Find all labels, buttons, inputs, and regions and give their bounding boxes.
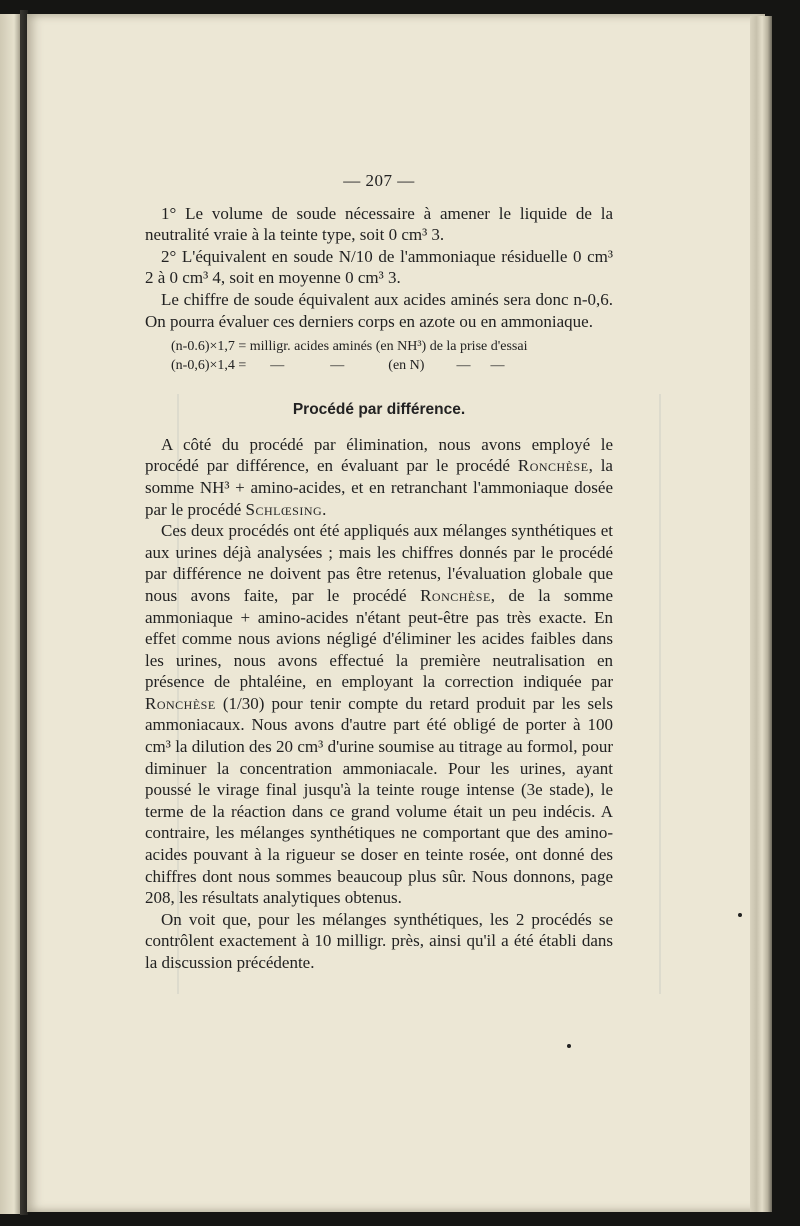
formula-line-2-unit: (en N)	[388, 358, 425, 374]
paragraph-3: Le chiffre de soude équivalent aux acides aminés sera donc n-0,6. On pourra évaluer ces derniers corps en azote ou en ammoniaque.	[145, 289, 613, 331]
formula-line-2-dash-4: —	[490, 358, 505, 374]
paragraph-1: 1° Le volume de soude nécessaire à amener le liquide de la neutralité vraie à la teinte type, soit 0 cm³ 3.	[145, 203, 613, 245]
section-heading: Procédé par différence.	[292, 401, 466, 419]
author-schloesing: Schlœsing	[245, 499, 323, 519]
formula-line-1-text: (n-0.6)×1,7 = milligr. acides aminés (en NH³) de la prise d'essai	[171, 339, 528, 355]
author-ronchese: Ronchèse	[517, 456, 589, 476]
formula-line-2-dash-2: —	[330, 358, 345, 374]
formula-line-2-left: (n-0,6)×1,4 =	[171, 358, 247, 374]
formula-block	[171, 337, 613, 375]
paragraph-5-part-3: (1/30) pour tenir compte du retard produit par les sels ammoniacaux. Nous avons d'autre part été obligé de porter à 100 cm³ la dilution des 20 cm³ d'urine soumise au titrage au formol, pour diminuer la concentration ammoniacale. Pour les urines, ayant poussé le virage final jusqu'à la teinte rouge intense (3e stade), le terme de la réaction dans ce grand volume était un peu indécis. A contraire, les mélanges synthétiques ne comportant que des amino-acides pouvant à la rigueur se doser en teinte rosée, ont donné des chiffres dont nous sommes beaucoup plus sûr. Nous donnons, page 208, les résultats analytiques obtenus.	[145, 693, 613, 908]
formula-line-2-dash-3: —	[456, 358, 471, 374]
paragraph-2: 2° L'équivalent en soude N/10 de l'ammoniaque résiduelle 0 cm³ 2 à 0 cm³ 4, soit en moyenne 0 cm³ 3.	[145, 246, 613, 288]
page-number: — 207 —	[343, 171, 415, 190]
formula-line-1	[171, 337, 613, 356]
paragraph-4-part-2: , la somme NH³ + amino-acides, et en retranchant l'ammoniaque dosée par le procédé	[145, 456, 613, 519]
formula-line-2	[171, 356, 613, 375]
ink-speck	[567, 1044, 571, 1048]
author-ronchese: Ronchèse	[420, 585, 491, 605]
previous-page-edge	[0, 14, 20, 1214]
page-stack-edge	[750, 16, 772, 1212]
ink-speck	[738, 913, 742, 917]
paragraph-5-part-1: Ces deux procédés ont été appliqués aux mélanges synthétiques et aux urines déjà analysées ; mais les chiffres donnés par le procédé par différence ne doivent pas être retenus, l'évaluation globale que nous avons faite, par le procédé	[145, 521, 613, 605]
paragraph-5	[145, 520, 613, 909]
author-ronchese: Ronchèse	[145, 693, 216, 713]
paragraph-4-part-1: A côté du procédé par élimination, nous avons employé le procédé par différence, en évaluant par le procédé	[145, 434, 613, 476]
paragraph-6: On voit que, pour les mélanges synthétiques, les 2 procédés se contrôlent exactement à 10 milligr. près, ainsi qu'il a été établi dans la discussion précédente.	[145, 909, 613, 972]
formula-line-2-dash-1: —	[270, 358, 285, 374]
paragraph-4	[145, 434, 613, 520]
paragraph-5-part-2: , de la somme ammoniaque + amino-acides n'étant peut-être pas très exacte. En effet comme nous avions négligé d'éliminer les acides faibles dans les urines, nous avons effectué la première neutralisation en présence de phtaléine, en employant la correction indiquée par	[145, 585, 613, 692]
page-text-block	[145, 170, 613, 974]
paragraph-4-part-3: .	[322, 499, 327, 519]
